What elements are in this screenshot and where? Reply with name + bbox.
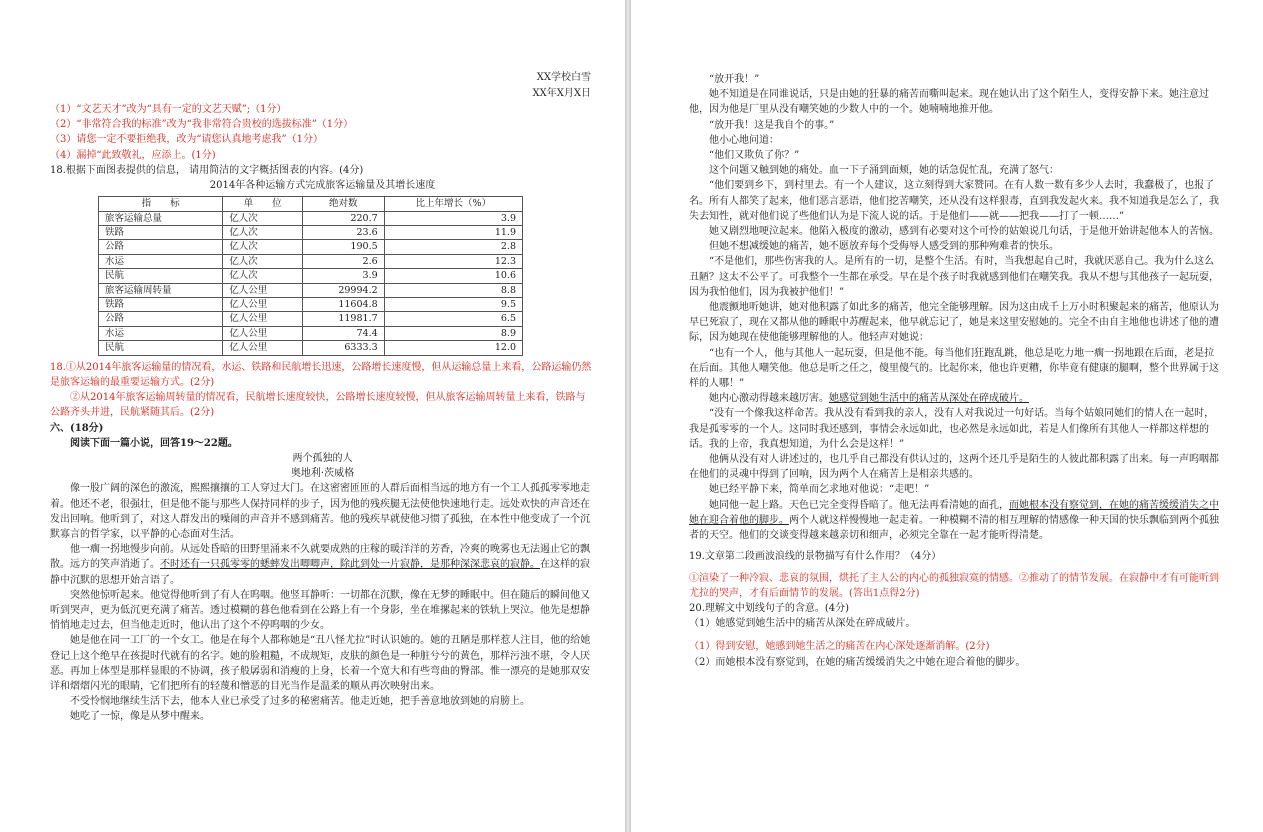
story-paragraph: “放开我！” — [709, 74, 760, 85]
table-cell: 12.3 — [384, 254, 522, 268]
answer-19: ①渲染了一种冷寂、悲哀的氛围，烘托了主人公的内心的孤独寂寞的情感。②推动了的情节发展。在寂静中才有可能听到尤拉的哭声，才有后面情节的发展。(答出1点得2分) — [689, 572, 1219, 599]
story-paragraph: 他俩从没有对人讲述过的，也几乎自己都没有供认过的，这两个还几乎是陌生的人彼此都积露了出来。每一声呜咽都在他们的灵魂中得到了回响，因为两个人在痛苦上是相亲共感的。 — [689, 454, 1219, 481]
answer-17-item: （4）漏掉“此致敬礼，应添上。(1分) — [50, 149, 216, 161]
table-cell: 12.0 — [384, 341, 522, 355]
table-row — [99, 211, 523, 225]
table-cell: 亿人次 — [223, 240, 303, 254]
table-cell: 亿人公里 — [223, 341, 303, 355]
story-paragraph: “他们又欺负了你？” — [709, 150, 800, 162]
section-6-heading: 六、(18分) — [50, 422, 104, 434]
answer-18 — [50, 360, 595, 421]
story-paragraph: 她吃了一惊，像是从梦中醒来。 — [70, 711, 210, 723]
story-paragraph — [689, 498, 1223, 544]
signature-date: XX年X月X日 — [532, 88, 591, 99]
question-20-part-2: （2）而她根本没有察觉到，在她的痛苦缓缓消失之中她在迎合着他的脚步。 — [689, 656, 1026, 668]
table-cell: 9.5 — [384, 298, 522, 312]
story-title: 两个孤独的人 — [292, 452, 353, 464]
story-paragraph: 不受怜悯地继续生活下去，他本人业已承受了过多的秘密痛苦。他走近她，把手善意地放到她的肩膀上。 — [70, 696, 530, 708]
story-paragraph — [689, 391, 1223, 406]
story-paragraph: 她又剧烈地哽泣起来。他陷入极度的激动，感到有必要对这个可怜的姑娘说几句话，于是他开始讲起他本人的苦恼。 — [709, 226, 1219, 238]
question-20: 20.理解文中划线句子的含意。(4分) — [689, 602, 850, 614]
table-header-row — [99, 197, 523, 211]
table-row — [99, 312, 523, 326]
story-paragraph: 她是他在同一工厂的一个女工。他是在每个人都称她是“丑八怪尤拉”时认识她的。她的丑陋是那样惹人注目，他的给她登记上这个绝早在孩提时代就有的名字。她的脸粗糙，不成规矩，皮肤的颜色是一种脏兮兮的黄色，那样污浊不堪，令人厌恶。再加上体型是那样显眼的不协调，孩子般孱弱和消瘦的上身，长着一个宽大和有些弯曲的臀部。惟一漂亮的是她那双安详和熠熠闪光的眼睛，它们把所有的轻蔑和憎恶的目光当作是温柔的顺从再次映射出来。 — [50, 635, 591, 692]
story-paragraph: 像一股广阔的深色的激流，熙熙攘攘的工人穿过大门。在这密密匝匝的人群后面相当远的地方有一个工人孤孤零零地走着。他还不老，很强壮，但是他不能与那些人保持同样的步子，因为他的残疾腿无法使他快速地行走。远处欢快的声音还在发出回响。他听到了，对这人群发出的噪闹的声音并不感到痛苦。他的残疾早就使他习惯了孤独，在本性中他变成了一个沉默寡言的哲学家，以平静的心态面对生活。 — [50, 483, 590, 540]
table-cell: 3.9 — [302, 269, 384, 283]
table-cell: 亿人公里 — [223, 326, 303, 340]
answer-20-part-1: （1）得到安慰，她感到她生活之的痛苦在内心深处逐渐消解。(2分) — [689, 641, 990, 653]
table-cell: 2.8 — [384, 240, 522, 254]
story-paragraph: 但她不想减缓她的痛苦，她不愿放弃每个受侮辱人感受到的那种殉难者的快乐。 — [709, 241, 1059, 253]
story-paragraph: 她不知道是在同谁说话，只是由她的狂暴的痛苦而嘶叫起来。现在她认出了这个陌生人，变得安静下来。她注意过他，因为他是厂里从没有嘲笑她的少数人中的一个。她喃喃地推开他。 — [689, 89, 1209, 116]
table-cell: 水运 — [99, 254, 223, 268]
table-cell: 亿人次 — [223, 269, 303, 283]
table-cell: 旅客运输总量 — [99, 211, 223, 225]
table-cell: 铁路 — [99, 226, 223, 240]
story-text: 他一瘸一拐地慢步向前。从远处昏暗的田野里涌来不久就要成熟的庄稼的暖洋洋的芳香，冷爽的晚雾也无法遏止它的飘散。远方的笑声消逝了。 — [50, 544, 590, 571]
story-text: 她同他一起上路。天色已完全变得昏暗了。他无法再看清她的面孔， — [709, 499, 1009, 511]
story-paragraph: 突然他惊听起来。他觉得他听到了有人在呜咽。他竖耳静听：一切都在沉默，像在无梦的睡眠中。但在随后的瞬间他又听到哭声，更为低沉更充满了痛苦。透过模糊的暮色他看到在公路上有一个身影，坐在堆摞起来的铁轨上哭泣。他先是想静悄悄地走过去，但当他走近时，他认出了这个不停呜咽的少女。 — [50, 589, 590, 632]
table-cell: 11604.8 — [302, 298, 384, 312]
table-cell: 190.5 — [302, 240, 384, 254]
answer-18-point-2: ②从2014年旅客运输周转量的情况看，民航增长速度较快，公路增长速度较慢，但从旅客运输周转量上来看，铁路与公路齐头并进，民航紧随其后。(2分) — [50, 392, 586, 419]
answer-17 — [50, 102, 595, 163]
reading-instruction: 阅读下面一篇小说，回答19～22题。 — [70, 437, 238, 449]
story-paragraph: “放开我！这是我自个的事。” — [709, 119, 835, 131]
table-row — [99, 341, 523, 355]
table-cell: 11981.7 — [302, 312, 384, 326]
table-row — [99, 326, 523, 340]
transport-table — [98, 196, 523, 355]
story-paragraph — [50, 542, 595, 588]
right-page — [631, 0, 1263, 832]
table-header-cell: 绝对数 — [302, 197, 384, 211]
table-cell: 水运 — [99, 326, 223, 340]
story-text: 在这样的寂静中沉默的思想开始言语了。 — [50, 559, 590, 586]
table-cell: 6333.3 — [302, 341, 384, 355]
table-row — [99, 269, 523, 283]
story-paragraph: “不是他们，那些伤害我的人。是所有的一切，是整个生活。有时，当我想起自己时，我就厌恶自己。我为什么这么丑陋？这太不公平了。可我整个一生都在承受。早在是个孩子时我就感到他们在嘲笑我。我从不想与其他孩子一起玩耍，因为我怕他们，因为我被护他们！” — [689, 256, 1219, 298]
answer-18-point-1: 18.①从2014年旅客运输量的情况看，水运、铁路和民航增长迅速，公路增长速度慢，但从运输总量上来看，公路运输仍然是旅客运输的最重要运输方式。(2分) — [50, 361, 592, 388]
story-paragraph: 他小心地问道： — [709, 134, 779, 146]
table-cell: 公路 — [99, 312, 223, 326]
table-cell: 亿人次 — [223, 211, 303, 225]
table-cell: 74.4 — [302, 326, 384, 340]
signature-block — [50, 70, 595, 102]
table-cell: 亿人公里 — [223, 283, 303, 297]
story-paragraph: 这个问题又触到她的痛处。血一下子涌到面颊，她的话急促忙乱，充满了怒气： — [709, 165, 1059, 177]
story-paragraph: “也有一个人，他与其他人一起玩耍，但是他不能。每当他们狂跑乱跳，他总是吃力地一瘸一拐地跟在后面，老是拉在后面。其他人嘲笑他。他总是听之任之，傻里傻气的。比起你来，他也许更糟，你毕竟有健康的腿啊，整个世界属于这样的人哪！” — [689, 347, 1219, 390]
table-cell: 亿人公里 — [223, 312, 303, 326]
table-cell: 亿人公里 — [223, 298, 303, 312]
underlined-sentence-2: 而她根本没有察觉到，在她的痛苦缓缓消失之中她在迎合着他的脚步。 — [689, 499, 1219, 526]
answer-17-item: （1）“文艺天才”改为“具有一定的文艺天赋”;（1分） — [50, 104, 287, 115]
table-cell: 23.6 — [302, 226, 384, 240]
table-cell: 3.9 — [384, 211, 522, 225]
story-paragraph: 她已经平静下来，简单而乞求地对他说：“走吧！” — [709, 484, 930, 496]
table-row — [99, 226, 523, 240]
table-row — [99, 254, 523, 268]
story-paragraph: “没有一个像我这样命苦。我从没有看到我的亲人，没有人对我说过一句好话。当每个姑娘同她们的情人在一起时，我是孤零零的一个人。这同时我还感到，事情会永远如此，也必然是永远如此，若是人们像所有其他人一样都这样想的话。我的上帝，我真想知道，为什么会是这样！” — [689, 408, 1215, 450]
table-cell: 亿人次 — [223, 254, 303, 268]
table-cell: 11.9 — [384, 226, 522, 240]
table-cell: 公路 — [99, 240, 223, 254]
left-page — [0, 0, 625, 832]
table-cell: 10.6 — [384, 269, 522, 283]
signature-school: XX学校白雪 — [536, 72, 591, 83]
table-caption: 2014年各种运输方式完成旅客运输量及其增长速度 — [209, 180, 436, 192]
story-text: 她内心激动得越来越厉害。 — [709, 393, 829, 405]
table-cell: 旅客运输周转量 — [99, 283, 223, 297]
table-header-cell: 比上年增长（%） — [384, 197, 522, 211]
table-cell: 2.6 — [302, 254, 384, 268]
question-19: 19.文章第二段画波浪线的景物描写有什么作用？（4分） — [689, 551, 942, 563]
table-cell: 民航 — [99, 341, 223, 355]
table-cell: 8.8 — [384, 283, 522, 297]
table-row — [99, 283, 523, 297]
table-row — [99, 298, 523, 312]
question-18: 18.根据下面图表提供的信息， 请用简洁的文字概括图表的内容。(4分) — [50, 164, 364, 176]
table-cell: 220.7 — [302, 211, 384, 225]
story-text: 两个人就这样慢慢地一起走着。一种模糊不清的相互理解的情感像一种天国的快乐飘临到两个孤独者的天空。他们的交谈变得越来越亲切和细声，必须完全靠在一起才能听得清楚。 — [689, 514, 1219, 542]
table-cell: 29994.2 — [302, 283, 384, 297]
table-row — [99, 240, 523, 254]
table-cell: 民航 — [99, 269, 223, 283]
table-cell: 铁路 — [99, 298, 223, 312]
table-cell: 亿人次 — [223, 226, 303, 240]
answer-17-item: （3）请您一定不要拒绝我，改为“请您认真地考虑我”（1分） — [50, 134, 323, 146]
story-author: 奥地利·茨威格 — [290, 468, 355, 480]
question-20-part-1: （1）她感觉到她生活中的痛苦从深处在碎成破片。 — [689, 618, 916, 630]
story-paragraph: 他震颤地听她讲，她对他积露了如此多的痛苦，他完全能够理解。因为这由成千上万小时积聚起来的痛苦，他原认为早已死寂了，现在又都从他的睡眠中苏醒起来，他早就忘记了，她是来这里安慰她的。完全不由自主地他也讲述了他的遭际，因为她现在使他能够理解他的人。他轻声对她说： — [689, 302, 1219, 344]
table-header-cell: 指 标 — [99, 197, 223, 211]
underlined-sentence-1: 她感觉到她生活中的痛苦从深处在碎成破片。 — [829, 393, 1029, 405]
table-cell: 8.9 — [384, 326, 522, 340]
story-paragraph: “他们要到乡下，到村里去。有一个人建议，这立刻得到大家赞同。在有人数一数有多少人去时，我蠢极了，也报了名。所有人都笑了起来，他们恶言恶语，他们挖苦嘲笑，还从没有这样狠毒，直到我发起火来。我不知道我是怎么了，我失去知性，就对他们说了些他们认为是下流人说的话。于是他们——就——把我——打了一顿……” — [689, 180, 1219, 222]
answer-17-item: （2）“非常符合我的标准”改为“我非常符合贵校的选拔标准”（1分） — [50, 119, 354, 131]
wavy-underlined-sentence: 不时还有一只孤零零的蟋蟀发出唧唧声，除此到处一片寂静，是那种深深悲哀的寂静。 — [160, 559, 540, 571]
table-header-cell: 单 位 — [223, 197, 303, 211]
table-cell: 6.5 — [384, 312, 522, 326]
